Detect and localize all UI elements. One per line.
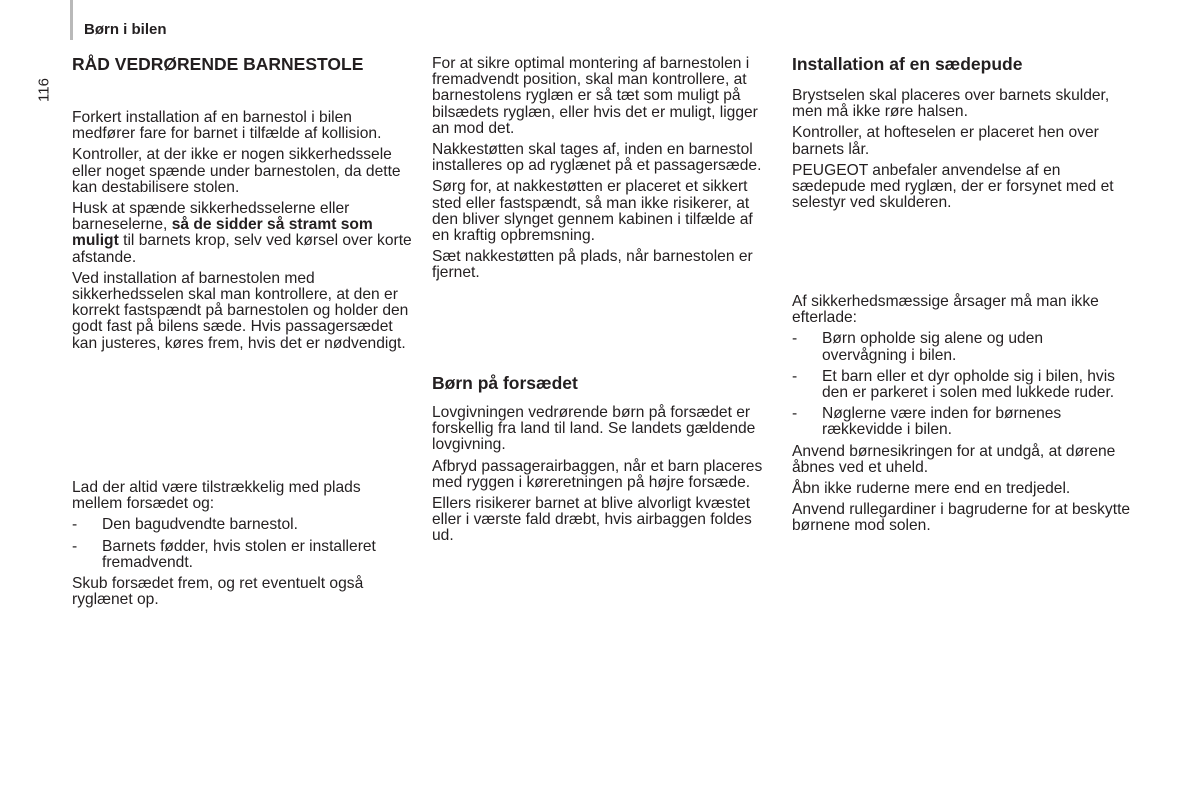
list-item: - Nøglerne være inden for børnenes rækkevidde i bilen. <box>792 405 1062 439</box>
column-left <box>72 54 412 74</box>
paragraph: Kontroller, at der ikke er nogen sikkerhedssele eller noget spænde under barnestolen, da dette kan destabilisere stolen. <box>72 146 401 196</box>
list-item: - Børn opholde sig alene og uden overvågning i bilen. <box>792 330 1044 364</box>
paragraph: Sørg for, at nakkestøtten er placeret et sikkert sted eller fastspændt, så man ikke risikerer, at den bliver slynget gennem kabinen i tilfælde af en kraftig opbremsning. <box>432 178 753 245</box>
column-left-space <box>72 480 412 608</box>
heading-front-seat: Børn på forsædet <box>432 373 578 393</box>
paragraph: Anvend rullegardiner i bagruderne for at beskytte børnene mod solen. <box>792 501 1131 535</box>
paragraph: Sæt nakkestøtten på plads, når barnestolen er fjernet. <box>432 248 753 282</box>
column-right-safety <box>792 294 1132 535</box>
paragraph: Anvend børnesikringen for at undgå, at dørene åbnes ved et uheld. <box>792 442 1116 476</box>
column-middle-front-seat <box>432 373 772 545</box>
paragraph: Lovgivningen vedrørende børn på forsædet er forskellig fra land til land. Se landets gældende lovgivning. <box>432 404 756 454</box>
paragraph: Brystselen skal placeres over barnets skulder, men må ikke røre halsen. <box>792 87 1110 121</box>
text-run: Husk at spænde sikkerhedsselerne eller barneselerne, <box>72 200 350 234</box>
paragraph: Ved installation af barnestolen med sikkerhedsselen skal man kontrollere, at den er korrekt fastspændt på barnestolen og holder den godt fast på bilens sæde. Hvis passagersædet kan justeres, køres frem, hvis det er nødvendigt. <box>72 269 409 352</box>
page-number: 116 <box>35 78 53 102</box>
paragraph: Forkert installation af en barnestol i bilen medfører fare for barnet i tilfælde af kollision. <box>72 109 382 143</box>
heading-child-seat-advice: RÅD VEDRØRENDE BARNESTOLE <box>72 54 364 74</box>
header-divider <box>70 0 73 40</box>
heading-booster-seat: Installation af en sædepude <box>792 54 1023 74</box>
text-run: til barnets krop, selv ved kørsel over korte afstande. <box>72 232 412 266</box>
paragraph: Lad der altid være tilstrækkelig med plads mellem forsædet og: <box>72 479 361 513</box>
column-right <box>792 54 1132 74</box>
paragraph: Af sikkerhedsmæssige årsager må man ikke efterlade: <box>792 293 1099 327</box>
emphasis-text: så de sidder så stramt som muligt <box>72 216 373 250</box>
paragraph: Skub forsædet frem, og ret eventuelt også ryglænet op. <box>72 575 364 609</box>
paragraph: For at sikre optimal montering af barnestolen i fremadvendt position, skal man kontrollere, at barnestolens ryglæn er så tæt som muligt på bilsædets ryglæn, eller hvis det er muligt, ligger an mod det. <box>432 55 758 137</box>
list-item: - Barnets fødder, hvis stolen er installeret fremadvendt. <box>72 537 376 571</box>
paragraph-belts <box>72 201 412 266</box>
paragraph: Nakkestøtten skal tages af, inden en barnestol installeres op ad ryglænet på et passagersæde. <box>432 141 762 175</box>
paragraph: Afbryd passagerairbaggen, når et barn placeres med ryggen i køreretningen på højre forsæde. <box>432 457 763 491</box>
paragraph: Kontroller, at hofteselen er placeret hen over barnets lår. <box>792 124 1099 158</box>
section-header: Børn i bilen <box>84 21 167 38</box>
paragraph: PEUGEOT anbefaler anvendelse af en sædepude med ryglæn, der er forsynet med et selestyr ved skulderen. <box>792 161 1114 212</box>
paragraph: Ellers risikerer barnet at blive alvorligt kvæstet eller i værste fald dræbt, hvis airbaggen foldes ud. <box>432 495 752 545</box>
column-middle <box>432 56 772 282</box>
list-item: - Den bagudvendte barnestol. <box>72 516 298 534</box>
list-item: - Et barn eller et dyr opholde sig i bilen, hvis den er parkeret i solen med lukkede ruder. <box>792 367 1115 402</box>
paragraph: Åbn ikke ruderne mere end en tredjedel. <box>792 480 1071 498</box>
column-right-body <box>792 88 1132 211</box>
column-left-body <box>72 110 412 352</box>
